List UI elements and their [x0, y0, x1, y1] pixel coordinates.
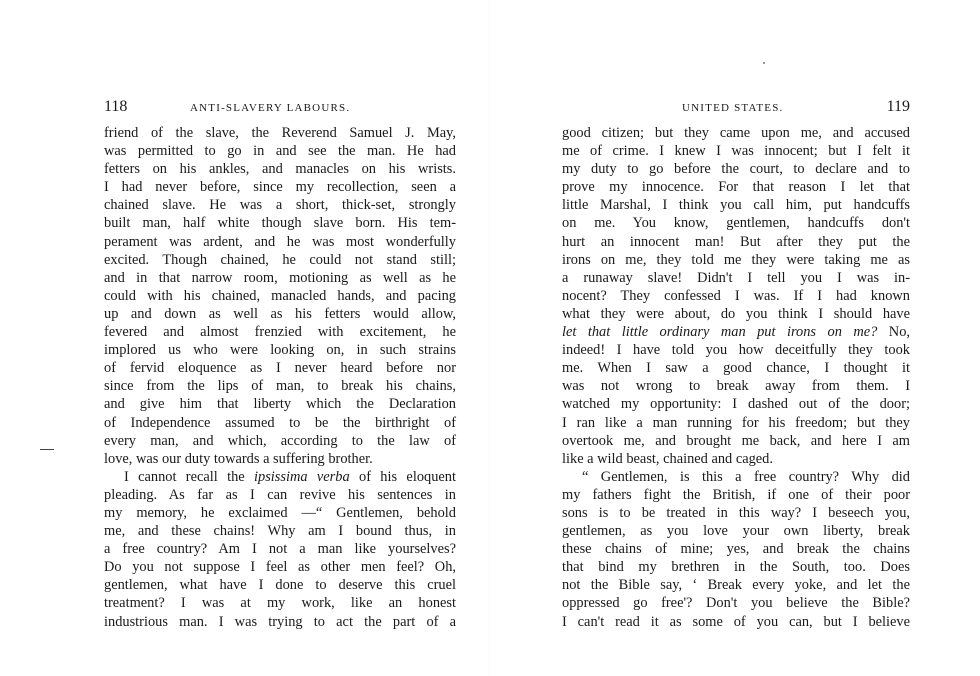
text-line: and in that narrow room, motioning as well as he [104, 269, 456, 286]
text-line: not the Bible say, ‘ Break every yoke, and let the [562, 577, 910, 594]
text-line: overtook me, and brought me back, and here I am [562, 432, 910, 449]
text-line: fevered and almost frenzied with excitement, he [104, 324, 456, 341]
text-line: Do you not suppose I feel as other men feel? Oh, [104, 559, 456, 576]
page-speck [763, 62, 765, 64]
text-line: of fervid eloquence as I never heard before nor [104, 360, 456, 377]
text-line: prove my innocence. For that reason I let that [562, 179, 910, 196]
text-line: a runaway slave! Didn't I tell you I was in- [562, 269, 910, 286]
text-line: my fathers fight the British, if one of their poor [562, 486, 910, 503]
text-line: up and down as well as his fetters would allow, [104, 305, 456, 322]
text-line: these chains of mine; yes, and break the chains [562, 541, 910, 558]
text-line: let that little ordinary man put irons on me? No, [562, 324, 910, 341]
text-line: perament was ardent, and he was most wonderfully [104, 233, 456, 250]
text-line: every man, and which, according to the law of [104, 432, 456, 449]
text-line: a free country? Am I not a man like yourselves? [104, 541, 456, 558]
running-head: UNITED STATES. [682, 102, 784, 114]
text-line: gentlemen, what have I done to deserve this cruel [104, 577, 456, 594]
italic-phrase: ipsissima verba [254, 468, 350, 485]
text-line: gentlemen, as you love your own liberty, break [562, 523, 910, 540]
text-line: friend of the slave, the Reverend Samuel J. May, [104, 125, 456, 141]
text-line: built man, half white though slave born. His tem- [104, 215, 456, 232]
text-line: irons on me, they told me they were taking me as [562, 251, 910, 268]
text-line: implored us who were looking on, in such strains [104, 342, 456, 359]
text-line: was not wrong to break away from them. I [562, 378, 910, 395]
text-line: watched my opportunity: I dashed out of the door; [562, 396, 910, 413]
text-line: industrious man. I was trying to act the part of a [104, 613, 456, 630]
text-line: me, and these chains! Why am I bound thus, in [104, 523, 456, 540]
left-page-header [104, 100, 456, 120]
text-line: me of crime. I knew I was innocent; but I felt it [562, 143, 910, 160]
text-line: treatment? I was at my work, like an honest [104, 595, 456, 612]
text-line: could with his chained, manacled hands, and pacing [104, 287, 456, 304]
text-line: little Marshal, I think you call him, put handcuffs [562, 197, 910, 214]
right-page-body [562, 124, 910, 631]
text-line: I had never before, since my recollection, seen a [104, 179, 456, 196]
text-line: nocent? They confessed I was. If I had known [562, 287, 910, 304]
text-line: hurt an innocent man! But after they put the [562, 233, 910, 250]
text-line: good citizen; but they came upon me, and accused [562, 125, 910, 141]
text-line: fetters on his ankles, and manacles on his wrists. [104, 161, 456, 178]
text-line: was permitted to go in and see the man. He had [104, 143, 456, 160]
text-line: and give him that liberty which the Declaration [104, 396, 456, 413]
page-number: 118 [104, 98, 128, 115]
text-line: indeed! I have told you how deceitfully they took [562, 342, 910, 359]
text-line: chained slave. He was a short, thick-set, strongly [104, 197, 456, 214]
text-line: what they were about, do you think I should have [562, 305, 910, 322]
text-line: oppressed go free'? Don't you believe the Bible? [562, 595, 910, 612]
text-line: of Independence assumed to be the birthright of [104, 414, 456, 431]
running-head: ANTI-SLAVERY LABOURS. [190, 102, 351, 114]
text-line: “ Gentlemen, is this a free country? Why did [582, 468, 910, 485]
text-line: my duty to go before the court, to declare and to [562, 161, 910, 178]
text-line: sons is to be treated in this way? I beseech you, [562, 504, 910, 521]
text-line: since from the lips of man, to break his chains, [104, 378, 456, 395]
text-line: me. When I saw a good chance, I thought it [562, 360, 910, 377]
right-page-header [562, 100, 910, 120]
text-line: I ran like a man running for his freedom; but they [562, 414, 910, 431]
text-line: I cannot recall the ipsissima verba of his eloquent [124, 468, 456, 485]
text-line: pleading. As far as I can revive his sentences in [104, 486, 456, 503]
text-line: my memory, he exclaimed —“ Gentlemen, behold [104, 504, 456, 521]
text-line: that bind my brethren in the South, too. Does [562, 559, 910, 576]
text-line: like a wild beast, chained and caged. [562, 450, 773, 467]
italic-phrase: let that little ordinary man put irons on me? [562, 324, 878, 341]
left-page-body [104, 124, 456, 631]
text-line: love, was our duty towards a suffering brother. [104, 450, 373, 467]
page-number: 119 [886, 98, 910, 115]
text-line: excited. Though chained, he could not stand still; [104, 251, 456, 268]
text-line: on me. You know, gentlemen, handcuffs don't [562, 215, 910, 232]
text-line: I can't read it as some of you can, but I believe [562, 613, 910, 630]
margin-dash [40, 449, 54, 450]
book-gutter [488, 0, 490, 676]
